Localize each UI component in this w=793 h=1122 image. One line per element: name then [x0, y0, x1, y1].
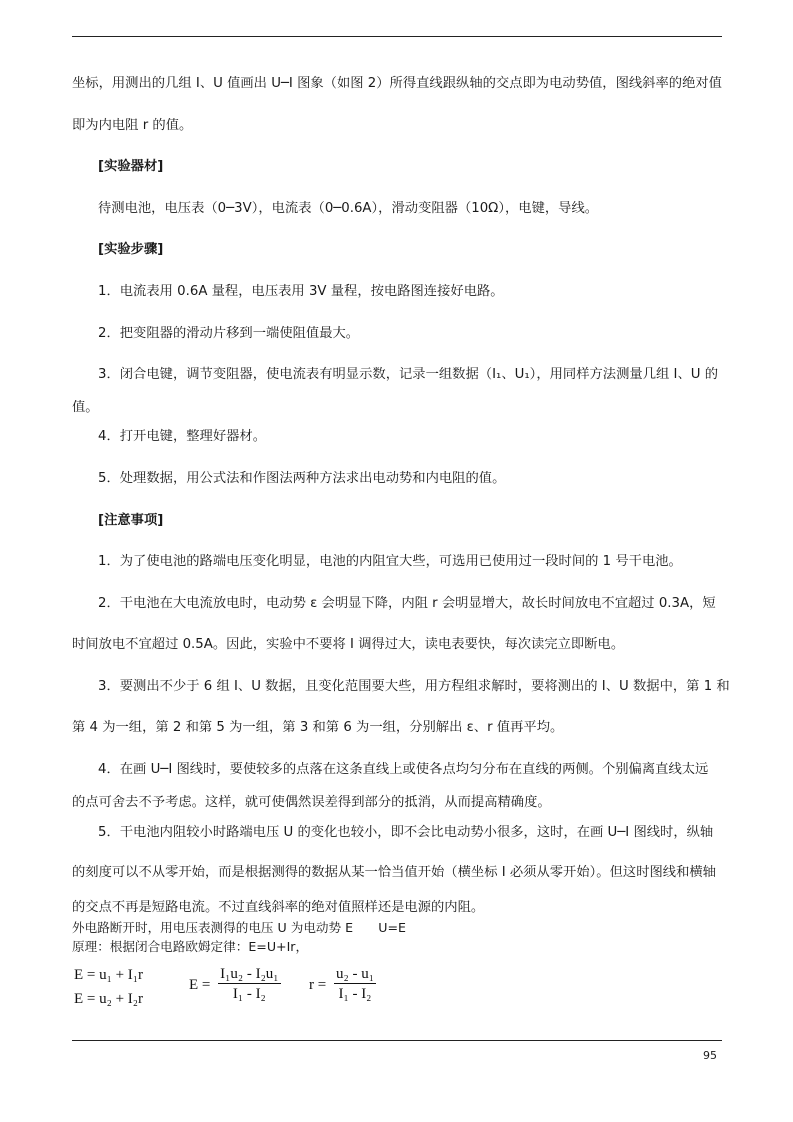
emf-formula-lhs: E =	[189, 976, 211, 993]
emf-numerator: I₁u₂ - I₂u₁	[220, 966, 279, 982]
resistance-denominator: I₁ - I₂	[338, 986, 372, 1002]
emf-denominator: I₁ - I₂	[232, 986, 266, 1002]
bottom-rule	[72, 1040, 722, 1041]
step-item: 3．闭合电键，调节变阻器，使电流表有明显示数，记录一组数据（I₁、U₁），用同样方法测量几组 I、U 的	[98, 367, 718, 382]
emf-formula	[189, 965, 281, 1004]
paragraph-line: 值。	[72, 400, 99, 415]
equation-1: E = u₁ + I₁r	[74, 967, 144, 983]
resistance-formula	[309, 965, 376, 1004]
section-heading-notes: [注意事项]	[98, 513, 164, 528]
note-item: 5．干电池内阻较小时路端电压 U 的变化也较小，即不会比电动势小很多，这时，在画 U─I 图线时，纵轴	[98, 825, 714, 840]
emf-fraction	[218, 965, 280, 1004]
step-item: 5．处理数据，用公式法和作图法两种方法求出电动势和内电阻的值。	[98, 471, 506, 486]
resistance-fraction	[334, 965, 376, 1004]
note-item: 4．在画 U─I 图线时，要使较多的点落在这条直线上或使各点均匀分布在直线的两侧。个别偏离直线太远	[98, 762, 709, 777]
resistance-formula-lhs: r =	[309, 976, 327, 993]
top-rule	[72, 36, 722, 37]
resistance-numerator: u₂ - u₁	[335, 966, 374, 982]
note-item: 2．干电池在大电流放电时，电动势 ε 会明显下降，内阻 r 会明显增大，故长时间放电不宜超过 0.3A，短	[98, 596, 716, 611]
paragraph-line: 待测电池，电压表（0─3V），电流表（0─0.6A），滑动变阻器（10Ω），电键，导线。	[98, 201, 599, 216]
paragraph-line: 外电路断开时，用电压表测得的电压 U 为电动势 E U=E	[72, 920, 406, 935]
step-item: 2．把变阻器的滑动片移到一端使阻值最大。	[98, 326, 360, 341]
paragraph-line: 的交点不再是短路电流。不过直线斜率的绝对值照样还是电源的内阻。	[72, 900, 485, 915]
paragraph-line: 第 4 为一组，第 2 和第 5 为一组，第 3 和第 6 为一组，分别解出 ε、r 值再平均。	[72, 720, 564, 735]
note-item: 3．要测出不少于 6 组 I、U 数据，且变化范围要大些，用方程组求解时，要将测出的 I、U 数据中，第 1 和	[98, 679, 730, 694]
section-heading-steps: [实验步骤]	[98, 242, 164, 257]
paragraph-line: 时间放电不宜超过 0.5A。因此，实验中不要将 I 调得过大，读电表要快，每次读完立即断电。	[72, 637, 625, 652]
paragraph-line: 的点可舍去不予考虑。这样，就可使偶然误差得到部分的抵消，从而提高精确度。	[72, 795, 551, 810]
equation-2: E = u₂ + I₂r	[74, 991, 144, 1007]
step-item: 4．打开电键，整理好器材。	[98, 429, 267, 444]
step-item: 1．电流表用 0.6A 量程，电压表用 3V 量程，按电路图连接好电路。	[98, 284, 504, 299]
paragraph-line: 的刻度可以不从零开始，而是根据测得的数据从某一恰当值开始（横坐标 I 必须从零开始）。但这时图线和横轴	[72, 865, 716, 880]
paragraph-line: 坐标，用测出的几组 I、U 值画出 U─I 图象（如图 2）所得直线跟纵轴的交点即为电动势值，图线斜率的绝对值	[72, 76, 722, 91]
note-item: 1．为了使电池的路端电压变化明显，电池的内阻宜大些，可选用已使用过一段时间的 1 号干电池。	[98, 554, 682, 569]
section-heading-equipment: [实验器材]	[98, 159, 164, 174]
principle-line: 原理：根据闭合电路欧姆定律：E=U+Ir，	[72, 939, 309, 954]
paragraph-line: 即为内电阻 r 的值。	[72, 118, 193, 133]
page-number: 95	[703, 1049, 717, 1062]
